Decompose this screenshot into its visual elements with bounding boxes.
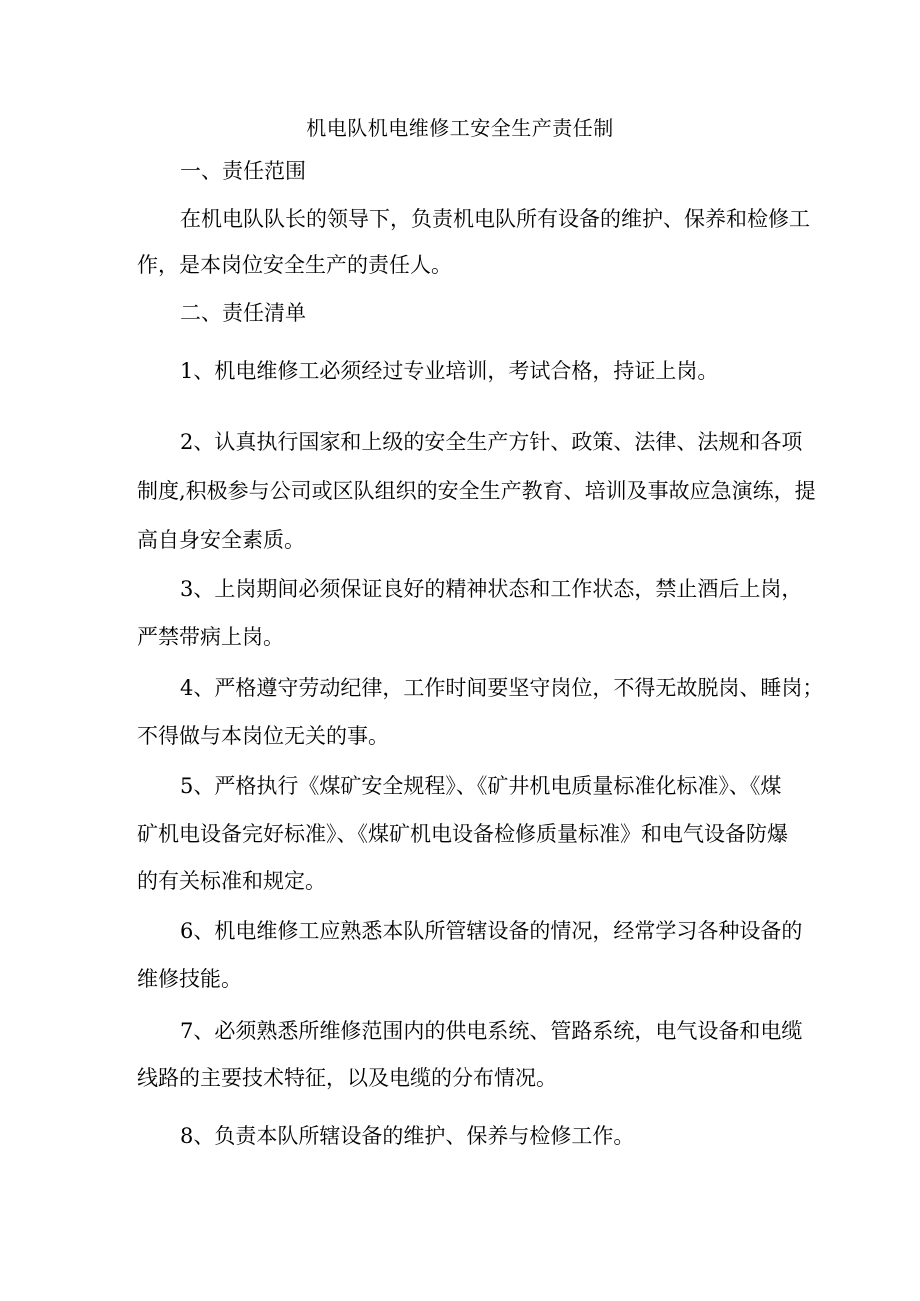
section-heading-scope: 一、责任范围 — [180, 159, 306, 183]
list-item-line: 严禁带病上岗。 — [137, 625, 284, 649]
list-item-line: 8、负责本队所辖设备的维护、保养与检修工作。 — [180, 1124, 635, 1148]
list-item-line: 4、严格遵守劳动纪律，工作时间要坚守岗位，不得无故脱岗、睡岗； — [180, 676, 824, 700]
list-item-line: 线路的主要技术特征，以及电缆的分布情况。 — [137, 1066, 557, 1090]
list-item-line: 高自身安全素质。 — [137, 528, 305, 552]
list-item-line: 5、严格执行《煤矿安全规程》、《矿井机电质量标准化标准》、《煤 — [180, 774, 782, 798]
list-item-line: 不得做与本岗位无关的事。 — [137, 724, 389, 748]
list-item-line: 7、必须熟悉所维修范围内的供电系统、管路系统，电气设备和电缆 — [180, 1019, 803, 1043]
list-item-line: 制度,积极参与公司或区队组织的安全生产教育、培训及事故应急演练，提 — [137, 479, 816, 503]
list-item-line: 3、上岗期间必须保证良好的精神状态和工作状态，禁止酒后上岗， — [180, 577, 803, 601]
section-heading-list: 二、责任清单 — [180, 301, 306, 325]
list-item-line: 的有关标准和规定。 — [137, 869, 326, 893]
list-item-line: 矿机电设备完好标准》、《煤矿机电设备检修质量标准》和电气设备防爆 — [137, 822, 788, 846]
list-item-line: 6、机电维修工应熟悉本队所管辖设备的情况，经常学习各种设备的 — [180, 919, 803, 943]
scope-text-line: 在机电队队长的领导下，负责机电队所有设备的维护、保养和检修工 — [180, 207, 810, 231]
list-item-line: 维修技能。 — [137, 967, 242, 991]
document-title: 机电队机电维修工安全生产责任制 — [306, 116, 614, 140]
list-item-line: 2、认真执行国家和上级的安全生产方针、政策、法律、法规和各项 — [180, 430, 803, 454]
list-item-line: 1、机电维修工必须经过专业培训，考试合格，持证上岗。 — [180, 359, 719, 383]
scope-text-line: 作，是本岗位安全生产的责任人。 — [137, 253, 452, 277]
